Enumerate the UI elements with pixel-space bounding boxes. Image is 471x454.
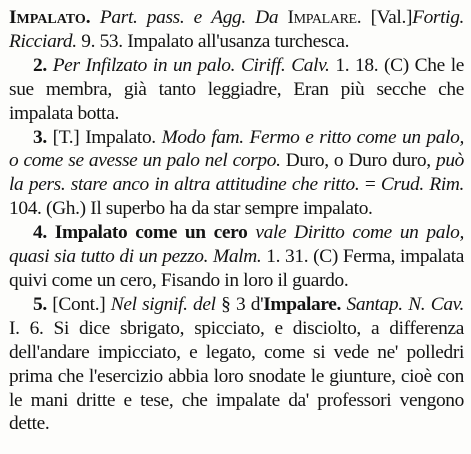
sense-5-text: I. 6. Si dice sbrigato, spicciato, e disciolto, a differenza dell'andare impicciato, e legato, come si vede ne' polledri prima che l'esercizio abbia loro snodate le giunture, cioè con le mani dritte e tese, che impalate da' professori vengono dette. — [9, 317, 464, 435]
sense-3-separator: = — [364, 174, 376, 196]
sense-3-text: 104. (Gh.) Il superbo ha da star sempre impalato. — [9, 198, 373, 220]
sense-5-tag: [Cont.] — [52, 293, 106, 315]
sense-5-number: 5. — [33, 293, 47, 315]
entry-sense-2 — [9, 54, 464, 126]
sense-2-text: 1. 18. (C) Che le sue membra, già tanto leggiadre, Eran più secche che impalata botta. — [9, 54, 464, 124]
entry-sense-5 — [9, 293, 464, 436]
sense-3-number: 3. — [33, 126, 47, 148]
grammar-label: Part. pass. — [99, 7, 185, 28]
sense-1-source: Fortig. Ricciard. — [9, 7, 465, 52]
headword: Impalato. — [9, 7, 91, 28]
sense-5-section: § 3 d' — [221, 293, 264, 315]
adjective-label: Agg. Da — [211, 7, 279, 28]
etymology-reference: Impalare. — [287, 7, 362, 28]
entry-sense-1 — [9, 6, 464, 54]
sense-3-source: Crud. Rim. — [380, 174, 465, 196]
sense-2-number: 2. — [33, 54, 47, 76]
sense-4-number: 4. — [33, 222, 47, 244]
sense-4-definition: vale Diritto come un palo, quasi sia tutto di un pezzo. — [9, 222, 465, 268]
sense-4-source: Malm. — [213, 246, 262, 268]
sense-4-phrase: Impalato come un cero — [54, 222, 248, 244]
sense-5-definition: Nel signif. del — [110, 293, 216, 315]
sense-1-text: 9. 53. Impalato all'usanza turchesca. — [81, 30, 350, 52]
sense-1-tag: [Val.] — [370, 7, 413, 28]
sense-3-note: può la pers. stare anco in altra attitudine che ritto. — [9, 150, 465, 196]
entry-sense-3 — [9, 126, 464, 222]
conjunction: e — [193, 7, 202, 28]
sense-2-definition: Per Infilzato in un palo. — [52, 54, 236, 76]
sense-5-source: Santap. N. Cav. — [346, 293, 464, 315]
entry-sense-4 — [9, 221, 464, 293]
sense-3-term: Impalato. — [85, 126, 156, 148]
sense-3-definition: Modo fam. Fermo e ritto come un palo, o come se avesse un palo nel corpo. — [9, 126, 465, 172]
sense-3-variant: Duro, o Duro duro, — [285, 150, 431, 172]
sense-2-source: Ciriff. Calv. — [240, 54, 330, 76]
sense-3-tag: [T.] — [52, 126, 80, 148]
sense-4-text: 1. 31. (C) Ferma, impalata quivi come un cero, Fisando in loro il guardo. — [9, 246, 465, 291]
sense-5-reference: Impalare. — [263, 293, 342, 315]
